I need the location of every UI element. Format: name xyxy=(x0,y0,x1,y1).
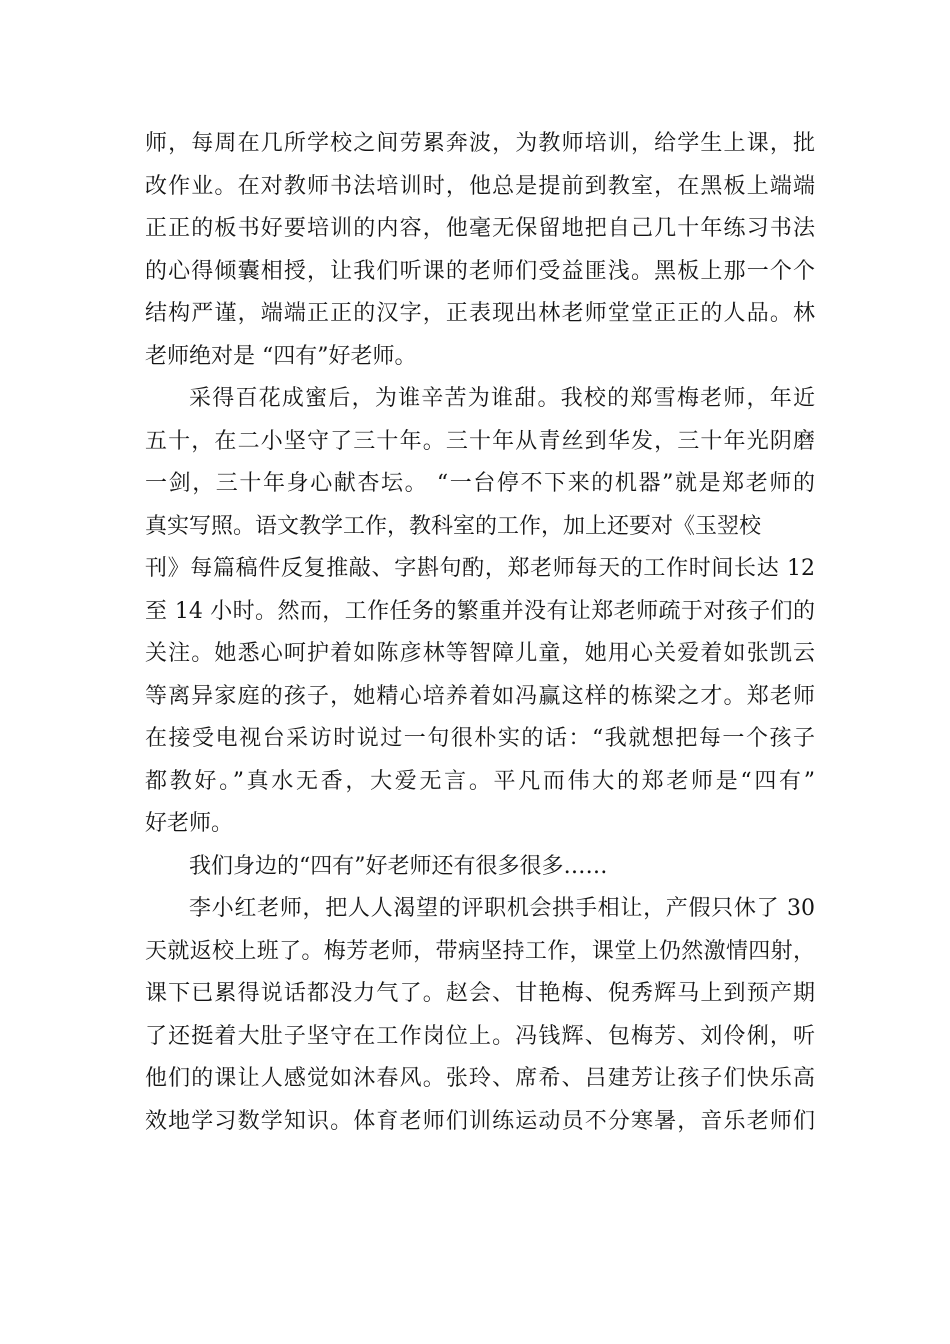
text-line: 正正的板书好要培训的内容，他毫无保留地把自己几十年练习书法 xyxy=(145,216,815,241)
text-line: 真实写照。语文教学工作，教科室的工作，加上还要对《玉翌校 xyxy=(145,513,762,539)
text-line: 改作业。在对教师书法培训时，他总是提前到教室，在黑板上端端 xyxy=(145,173,815,199)
text-line: 老师绝对是 “四有”好老师。 xyxy=(145,343,417,369)
text-line: 刊》每篇稿件反复推敲、字斟句酌，郑老师每天的工作时间长达 12 xyxy=(145,556,815,581)
body-text xyxy=(145,123,815,1143)
text-line: 他们的课让人感觉如沐春风。张玲、席希、吕建芳让孩子们快乐高 xyxy=(145,1066,815,1091)
text-line: 师，每周在几所学校之间劳累奔波，为教师培训，给学生上课，批 xyxy=(145,131,815,156)
text-line: 关注。她悉心呵护着如陈彦林等智障儿童，她用心关爱着如张凯云 xyxy=(145,641,815,666)
text-line: 都教好。”真水无香，大爱无言。平凡而伟大的郑老师是“四有” xyxy=(145,768,815,794)
text-line: 好老师。 xyxy=(145,811,234,836)
text-line: 天就返校上班了。梅芳老师，带病坚持工作，课堂上仍然激情四射， xyxy=(145,938,815,964)
text-line: 等离异家庭的孩子，她精心培养着如冯赢这样的栋梁之才。郑老师 xyxy=(145,683,815,709)
text-line: 课下已累得说话都没力气了。赵会、甘艳梅、倪秀辉马上到预产期 xyxy=(145,981,815,1006)
text-line: 效地学习数学知识。体育老师们训练运动员不分寒暑，音乐老师们 xyxy=(145,1108,815,1134)
text-line: 李小红老师，把人人渴望的评职机会拱手相让，产假只休了 30 xyxy=(189,896,815,921)
text-line: 一剑，三十年身心献杏坛。 “一台停不下来的机器”就是郑老师的 xyxy=(145,471,815,496)
text-line: 了还挺着大肚子坚守在工作岗位上。冯钱辉、包梅芳、刘伶俐，听 xyxy=(145,1023,815,1049)
text-line: 采得百花成蜜后，为谁辛苦为谁甜。我校的郑雪梅老师，年近 xyxy=(189,386,815,411)
text-line: 至 14 小时。然而，工作任务的繁重并没有让郑老师疏于对孩子们的 xyxy=(145,598,815,624)
text-line: 结构严谨，端端正正的汉字，正表现出林老师堂堂正正的人品。林 xyxy=(145,301,815,326)
text-line: 在接受电视台采访时说过一句很朴实的话：“我就想把每一个孩子 xyxy=(145,726,815,751)
text-line: 我们身边的“四有”好老师还有很多很多…… xyxy=(189,853,608,879)
text-line: 的心得倾囊相授，让我们听课的老师们受益匪浅。黑板上那一个个 xyxy=(145,258,815,284)
text-line: 五十，在二小坚守了三十年。三十年从青丝到华发，三十年光阴磨 xyxy=(145,428,815,454)
